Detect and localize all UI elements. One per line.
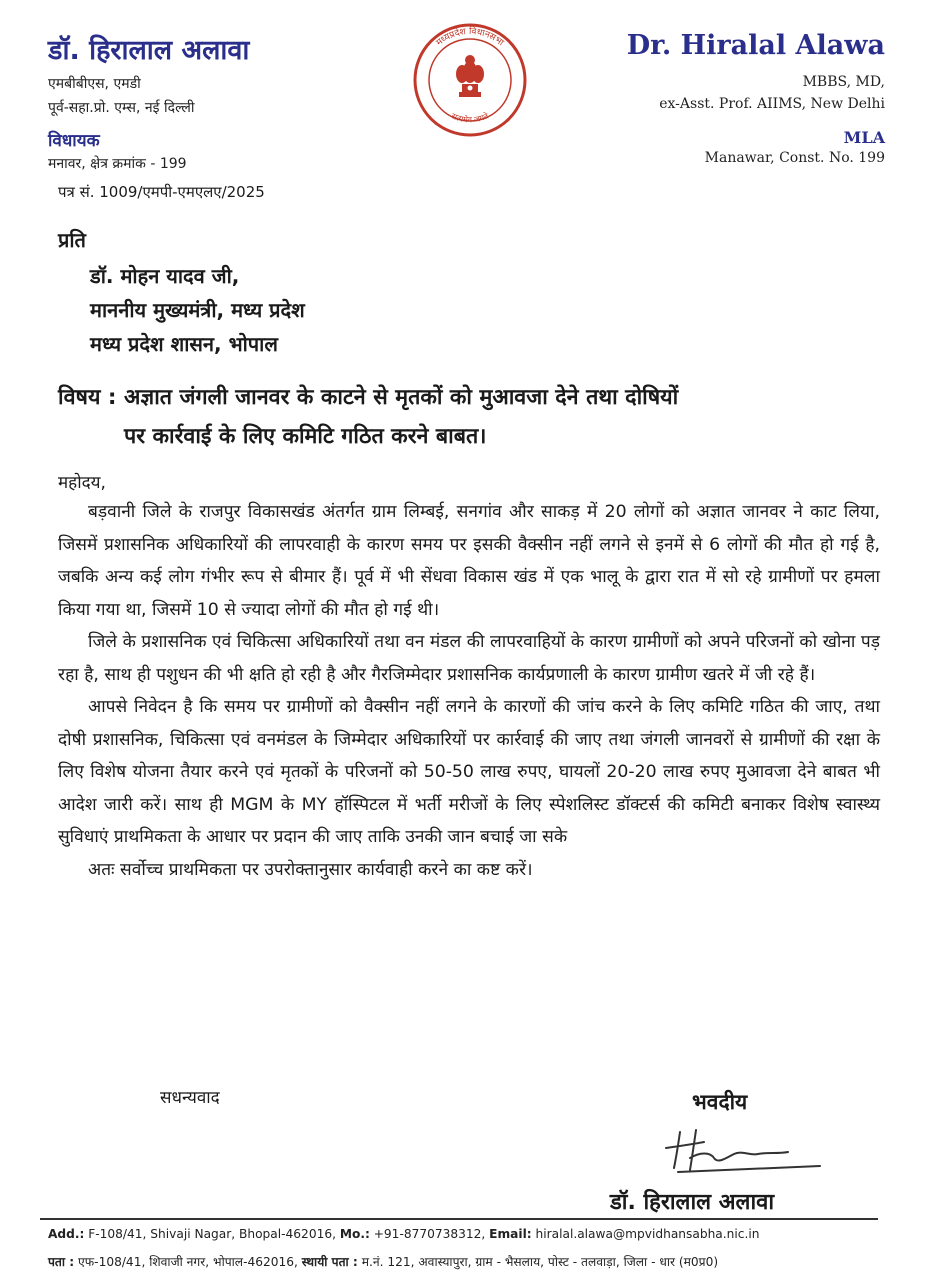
- footer-mo-label: Mo.:: [339, 1227, 370, 1241]
- assembly-seal: [412, 22, 528, 138]
- subject-line-1: विषय : अज्ञात जंगली जानवर के काटने से मृतकों को मुआवजा देने तथा दोषियों: [58, 385, 679, 410]
- footer-add-value: F-108/41, Shivaji Nagar, Bhopal-462016,: [88, 1227, 336, 1241]
- letterhead-degree-hindi: एमबीबीएस, एमडी: [48, 76, 141, 92]
- subject: [58, 378, 888, 456]
- body-paragraph: बड़वानी जिले के राजपुर विकासखंड अंतर्गत ग्राम लिम्बई, सनगांव और साकड़ में 20 लोगों को अज्ञात जानवर ने काट लिया, जिसमें प्रशासनिक अधिकारियों की लापरवाही के कारण समय पर इसकी वैक्सीन नहीं लगने से इनमें से 6 लोगों की मौत हो गई है, जबकि अन्य कई लोग गंभीर रूप से बीमार हैं। पूर्व में भी सेंधवा विकास खंड में एक भालू के द्वारा रात में सो रहे ग्रामीणों पर हमला किया गया था, जिसमें 10 से ज्यादा लोगों की मौत हो गई थी।: [58, 502, 880, 620]
- letterhead-title-english: MLA: [843, 128, 885, 147]
- letterhead-degree-english: MBBS, MD,: [802, 74, 885, 90]
- addressee-line: डॉ. मोहन यादव जी,: [90, 264, 240, 288]
- footer-divider: [40, 1218, 878, 1220]
- emblem-icon: [456, 55, 484, 97]
- letterhead-title-hindi: विधायक: [48, 131, 100, 151]
- footer-perm-value: म.नं. 121, अवास्यापुरा, ग्राम - भैसलाय, पोस्ट - तलवाड़ा, जिला - धार (म0प्र0): [361, 1255, 719, 1269]
- addressee-line: माननीय मुख्यमंत्री, मध्य प्रदेश: [90, 298, 305, 322]
- to-label: प्रति: [58, 228, 86, 252]
- letter-number: पत्र सं. 1009/एमपी-एमएलए/2025: [58, 183, 265, 201]
- body-paragraph: जिले के प्रशासनिक एवं चिकित्सा अधिकारियों तथा वन मंडल की लापरवाहियों के कारण ग्रामीणों को अपने परिजनों को खोना पड़ रहा है, साथ ही पशुधन की भी क्षति हो रही है और गैरजिम्मेदार प्रशासनिक कार्यप्रणाली के कारण ग्रामीण खतरे में जी रहे हैं।: [58, 632, 880, 685]
- letterhead-name-hindi: डॉ. हिरालाल अलावा: [48, 35, 250, 66]
- signature: [660, 1118, 830, 1178]
- body-paragraph: आपसे निवेदन है कि समय पर ग्रामीणों को वैक्सीन नहीं लगने के कारणों की जांच करने के लिए कमिटि गठित की जाए, तथा दोषी प्रशासनिक, चिकित्सा एवं वनमंडल के जिम्मेदार अधिकारियों पर कार्रवाई की जाए तथा जंगली जानवरों से ग्रामीणों की रक्षा के लिए विशेष योजना तैयार करने एवं मृतकों के परिजनों को 50-50 लाख रुपए, घायलों 20-20 लाख रुपए मुआवजा देने बाबत भी आदेश जारी करें। साथ ही MGM के MY हॉस्पिटल में भर्ती मरीजों के लिए स्पेशलिस्ट डॉक्टर्स की कमिटी बनाकर विशेष स्वास्थ्य सुविधाएं प्राथमिकता के आधार पर प्रदान की जाए ताकि उनकी जान बचाई जा सके: [58, 697, 880, 847]
- footer-pata-label: पता :: [48, 1255, 75, 1269]
- closing-yours: भवदीय: [692, 1090, 748, 1114]
- letterhead-name-english: Dr. Hiralal Alawa: [626, 30, 885, 61]
- footer-pata-value: एफ-108/41, शिवाजी नगर, भोपाल-462016,: [78, 1255, 298, 1269]
- footer-email-label: Email:: [489, 1227, 532, 1241]
- addressee-line: मध्य प्रदेश शासन, भोपाल: [90, 332, 278, 356]
- letterhead-constituency-hindi: मनावर, क्षेत्र क्रमांक - 199: [48, 156, 187, 172]
- signer-name: डॉ. हिरालाल अलावा: [610, 1190, 775, 1215]
- seal-top-text: मध्यप्रदेश विधानसभा: [434, 26, 506, 49]
- closing-thanks: सधन्यवाद: [160, 1088, 220, 1108]
- letterhead-former-post-english: ex-Asst. Prof. AIIMS, New Delhi: [659, 96, 885, 112]
- body-paragraph: अतः सर्वोच्च प्राथमिकता पर उपरोक्तानुसार कार्यवाही करने का कष्ट करें।: [88, 859, 533, 880]
- footer-address-hindi: [48, 1253, 718, 1270]
- footer-email-value: hiralal.alawa@mpvidhansabha.nic.in: [535, 1227, 760, 1241]
- letterhead-former-post-hindi: पूर्व-सहा.प्रो. एम्स, नई दिल्ली: [48, 100, 195, 116]
- salutation: महोदय,: [58, 473, 106, 493]
- letterhead-constituency-english: Manawar, Const. No. 199: [704, 150, 885, 166]
- seal-bottom-text: सत्यमेव जयते: [450, 111, 490, 125]
- footer-add-label: Add.:: [48, 1227, 85, 1241]
- footer-address-english: [48, 1227, 759, 1241]
- subject-line-2: पर कार्रवाई के लिए कमिटि गठित करने बाबत।: [124, 424, 487, 449]
- footer-mo-value: +91-8770738312,: [373, 1227, 486, 1241]
- letter-body: [58, 496, 880, 886]
- footer-perm-label: स्थायी पता :: [301, 1255, 358, 1269]
